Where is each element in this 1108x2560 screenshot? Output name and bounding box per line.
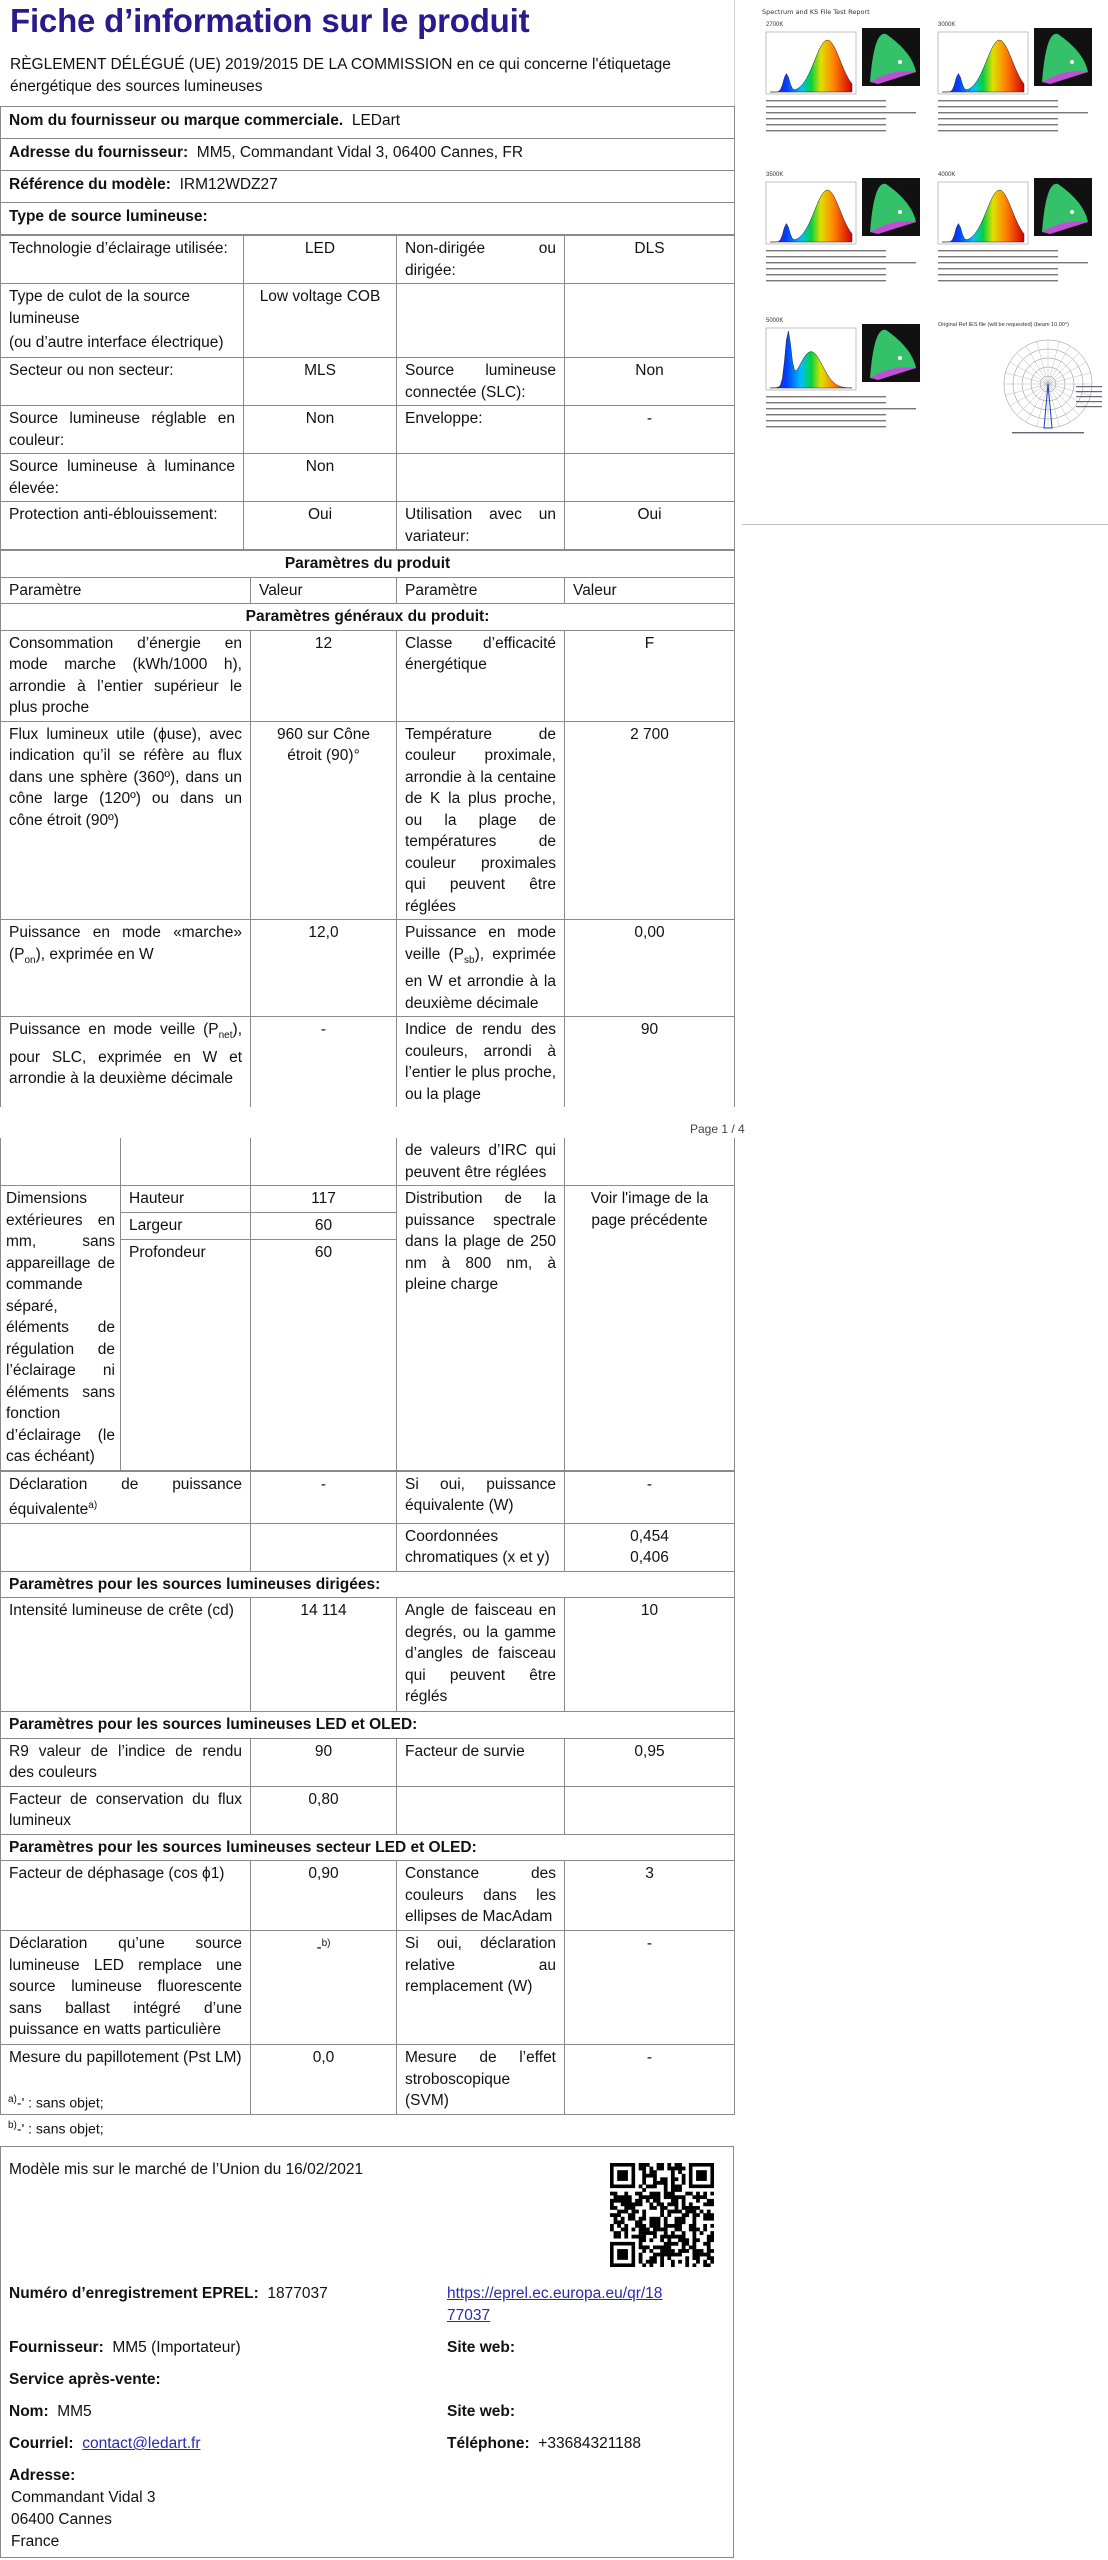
service-mail-row: Courriel: contact@ledart.fr: [9, 2435, 201, 2452]
email-link[interactable]: contact@ledart.fr: [82, 2435, 201, 2452]
supplier-row: Nom du fournisseur ou marque commerciale. LEDart: [1, 107, 735, 139]
report-header: Spectrum and KS File Test Report: [762, 8, 870, 16]
spectrum-thumbnails-svg: [742, 0, 1108, 520]
footnote-b: $^{b)}$-' : sans objet;: [8, 2120, 104, 2137]
svg-text:4000K: 4000K: [938, 172, 956, 178]
spectrum-thumbnail: [766, 172, 920, 281]
market-date: Modèle mis sur le marché de l’Union du 16/02/2021: [9, 2161, 364, 2178]
led-header: Paramètres pour les sources lumineuses LED et OLED:: [1, 1712, 735, 1739]
light-type-header: Type de source lumineuse:: [1, 203, 735, 235]
service-name-row: Nom: MM5: [9, 2403, 92, 2420]
details-table: Déclaration de puissance équivalente$^{a)}$ - Si oui, puissance équivalente (W) - Coordonnées chromatiques (x et y) 0,454 0,406 Paramètres pour les sources lumineuses dirigées: Intensité lumineuse de crête (cd) 14 114 Angle de faisceau en degrés, ou la gamme d’angles de faisceau qui peuvent être réglés 10 Paramètres pour les sources lumineuses LED et OLED: R9 valeur de l’indice de rendu des couleurs 90 Facteur de survie 0,95 Facteur de conservation du flux lumineux 0,80 Paramètres pour les sources lumineuses secteur LED et OLED: Facteur de déphasage (cos ϕ1) 0,90 Constance des couleurs dans les ellipses de MacAdam 3 Déclaration qu’une source lumineuse LED remplace une source lumineuse fluorescente sans ballast intégré d’une puissance en watts particulière -$^{b)}$ Si oui, déclaration relative au remplacement (W) - Mesure du papillotement (Pst LM) 0,0 Mesure de l’effet stroboscopique (SVM) -: [0, 1471, 735, 2116]
address-row: Adresse du fournisseur: MM5, Commandant Vidal 3, 06400 Cannes, FR: [1, 139, 735, 171]
model-row: Référence du modèle: IRM12WDZ27: [1, 171, 735, 203]
spectrum-thumbnail: [766, 22, 920, 131]
mains-header: Paramètres pour les sources lumineuses secteur LED et OLED:: [1, 1834, 735, 1861]
page-1: [0, 0, 735, 1103]
service-address-label: Adresse:: [9, 2467, 76, 2484]
supplier-box-row: Fournisseur: MM5 (Importateur): [9, 2339, 241, 2356]
svg-text:3000K: 3000K: [938, 22, 956, 28]
regulation-text: RÈGLEMENT DÉLÉGUÉ (UE) 2019/2015 DE LA COMMISSION en ce qui concerne l'étiquetage énergétique des sources lumineuses: [10, 56, 671, 95]
eprel-row: Numéro d’enregistrement EPREL: 1877037: [9, 2285, 328, 2302]
params-table: Paramètres du produit Paramètre Valeur Paramètre Valeur Paramètres généraux du produit: Consommation d’énergie en mode marche (kWh/1000 h), arrondie à l’entier supérieur le plus proche 12 Classe d’efficacité énergétique F Flux lumineux utile (ϕuse), avec indication qu’il se réfère au flux dans une sphère (360º), dans un cône large (120º) ou dans un cône étroit (90º) 960 sur Cône étroit (90)° Température de couleur proximale, arrondie à la centaine de K la plus proche, ou la plage de températures de couleur proximales qui peuvent être réglées 2 700 Puissance en mode «marche» $(P_{on})$, exprimée en W 12,0 Puissance en mode veille $(P_{sb})$, exprimée en W et arrondie à la deuxième décimale 0,00 Puissance en mode veille $(P_{net})$, pour SLC, exprimée en W et arrondie à la deuxième décimale - Indice de rendu des couleurs, arrondi à l’entier le plus proche, ou la plage 90: [0, 550, 735, 1107]
directional-header: Paramètres pour les sources lumineuses dirigées:: [1, 1571, 735, 1598]
supplier-site-label: Site web:: [447, 2339, 516, 2356]
light-type-table: Technologie d’éclairage utilisée: LED Non-dirigée ou dirigée: DLS Type de culot de la source lumineuse (ou d’autre interface électrique) Low voltage COB Secteur ou non secteur: MLS Source lumineuse connectée (SLC): Non Source lumineuse réglable en couleur: Non Enveloppe: - Source lumineuse à luminance élevée: Non Protection anti-éblouissement: Oui Utilisation avec un variateur: Oui: [0, 235, 735, 550]
svg-text:Original Ref IES file (will be: Original Ref IES file (will be requested) (beam 10.00°): [938, 322, 1069, 328]
eprel-link[interactable]: https://eprel.ec.europa.eu/qr/18 77037: [447, 2285, 663, 2324]
page-title: Fiche d’information sur le produit: [10, 2, 530, 39]
spectrum-thumbnail: [766, 318, 920, 427]
spectrum-thumbnail: [938, 22, 1092, 131]
identity-table: [0, 106, 735, 235]
page-2: [0, 1138, 734, 2115]
svg-text:2700K: 2700K: [766, 22, 784, 28]
service-site-label: Site web:: [447, 2403, 516, 2420]
spectrum-thumbnail: [938, 172, 1092, 281]
general-header: Paramètres généraux du produit:: [1, 604, 735, 631]
svg-text:3500K: 3500K: [766, 172, 784, 178]
dimensions-table: de valeurs d’IRC qui peuvent être réglées Dimensions extérieures en mm, sans appareillage de commande séparé, éléments de régulation de l’éclairage ni éléments sans fonction d’éclairage (le cas échéant) Hauteur 117 Distribution de la puissance spectrale dans la plage de 250 nm à 800 nm, à pleine charge Voir l'image de la page précédente Largeur 60 Profondeur 60: [0, 1138, 735, 1471]
qr-code: [610, 2163, 714, 2267]
footnote-a: $^{a)}$-' : sans objet;: [8, 2094, 104, 2111]
polar-diagram: [938, 322, 1102, 433]
svg-text:5000K: 5000K: [766, 318, 784, 324]
service-header: Service après-vente:: [9, 2371, 161, 2388]
market-info-box: [0, 2146, 734, 2558]
spectrum-report-thumbnails: [742, 0, 1108, 525]
service-phone-row: Téléphone: +33684321188: [447, 2435, 642, 2452]
service-address: Commandant Vidal 3 06400 Cannes France: [11, 2489, 156, 2550]
page-number: Page 1 / 4: [690, 1122, 745, 1136]
params-header: Paramètres du produit: [1, 551, 735, 578]
